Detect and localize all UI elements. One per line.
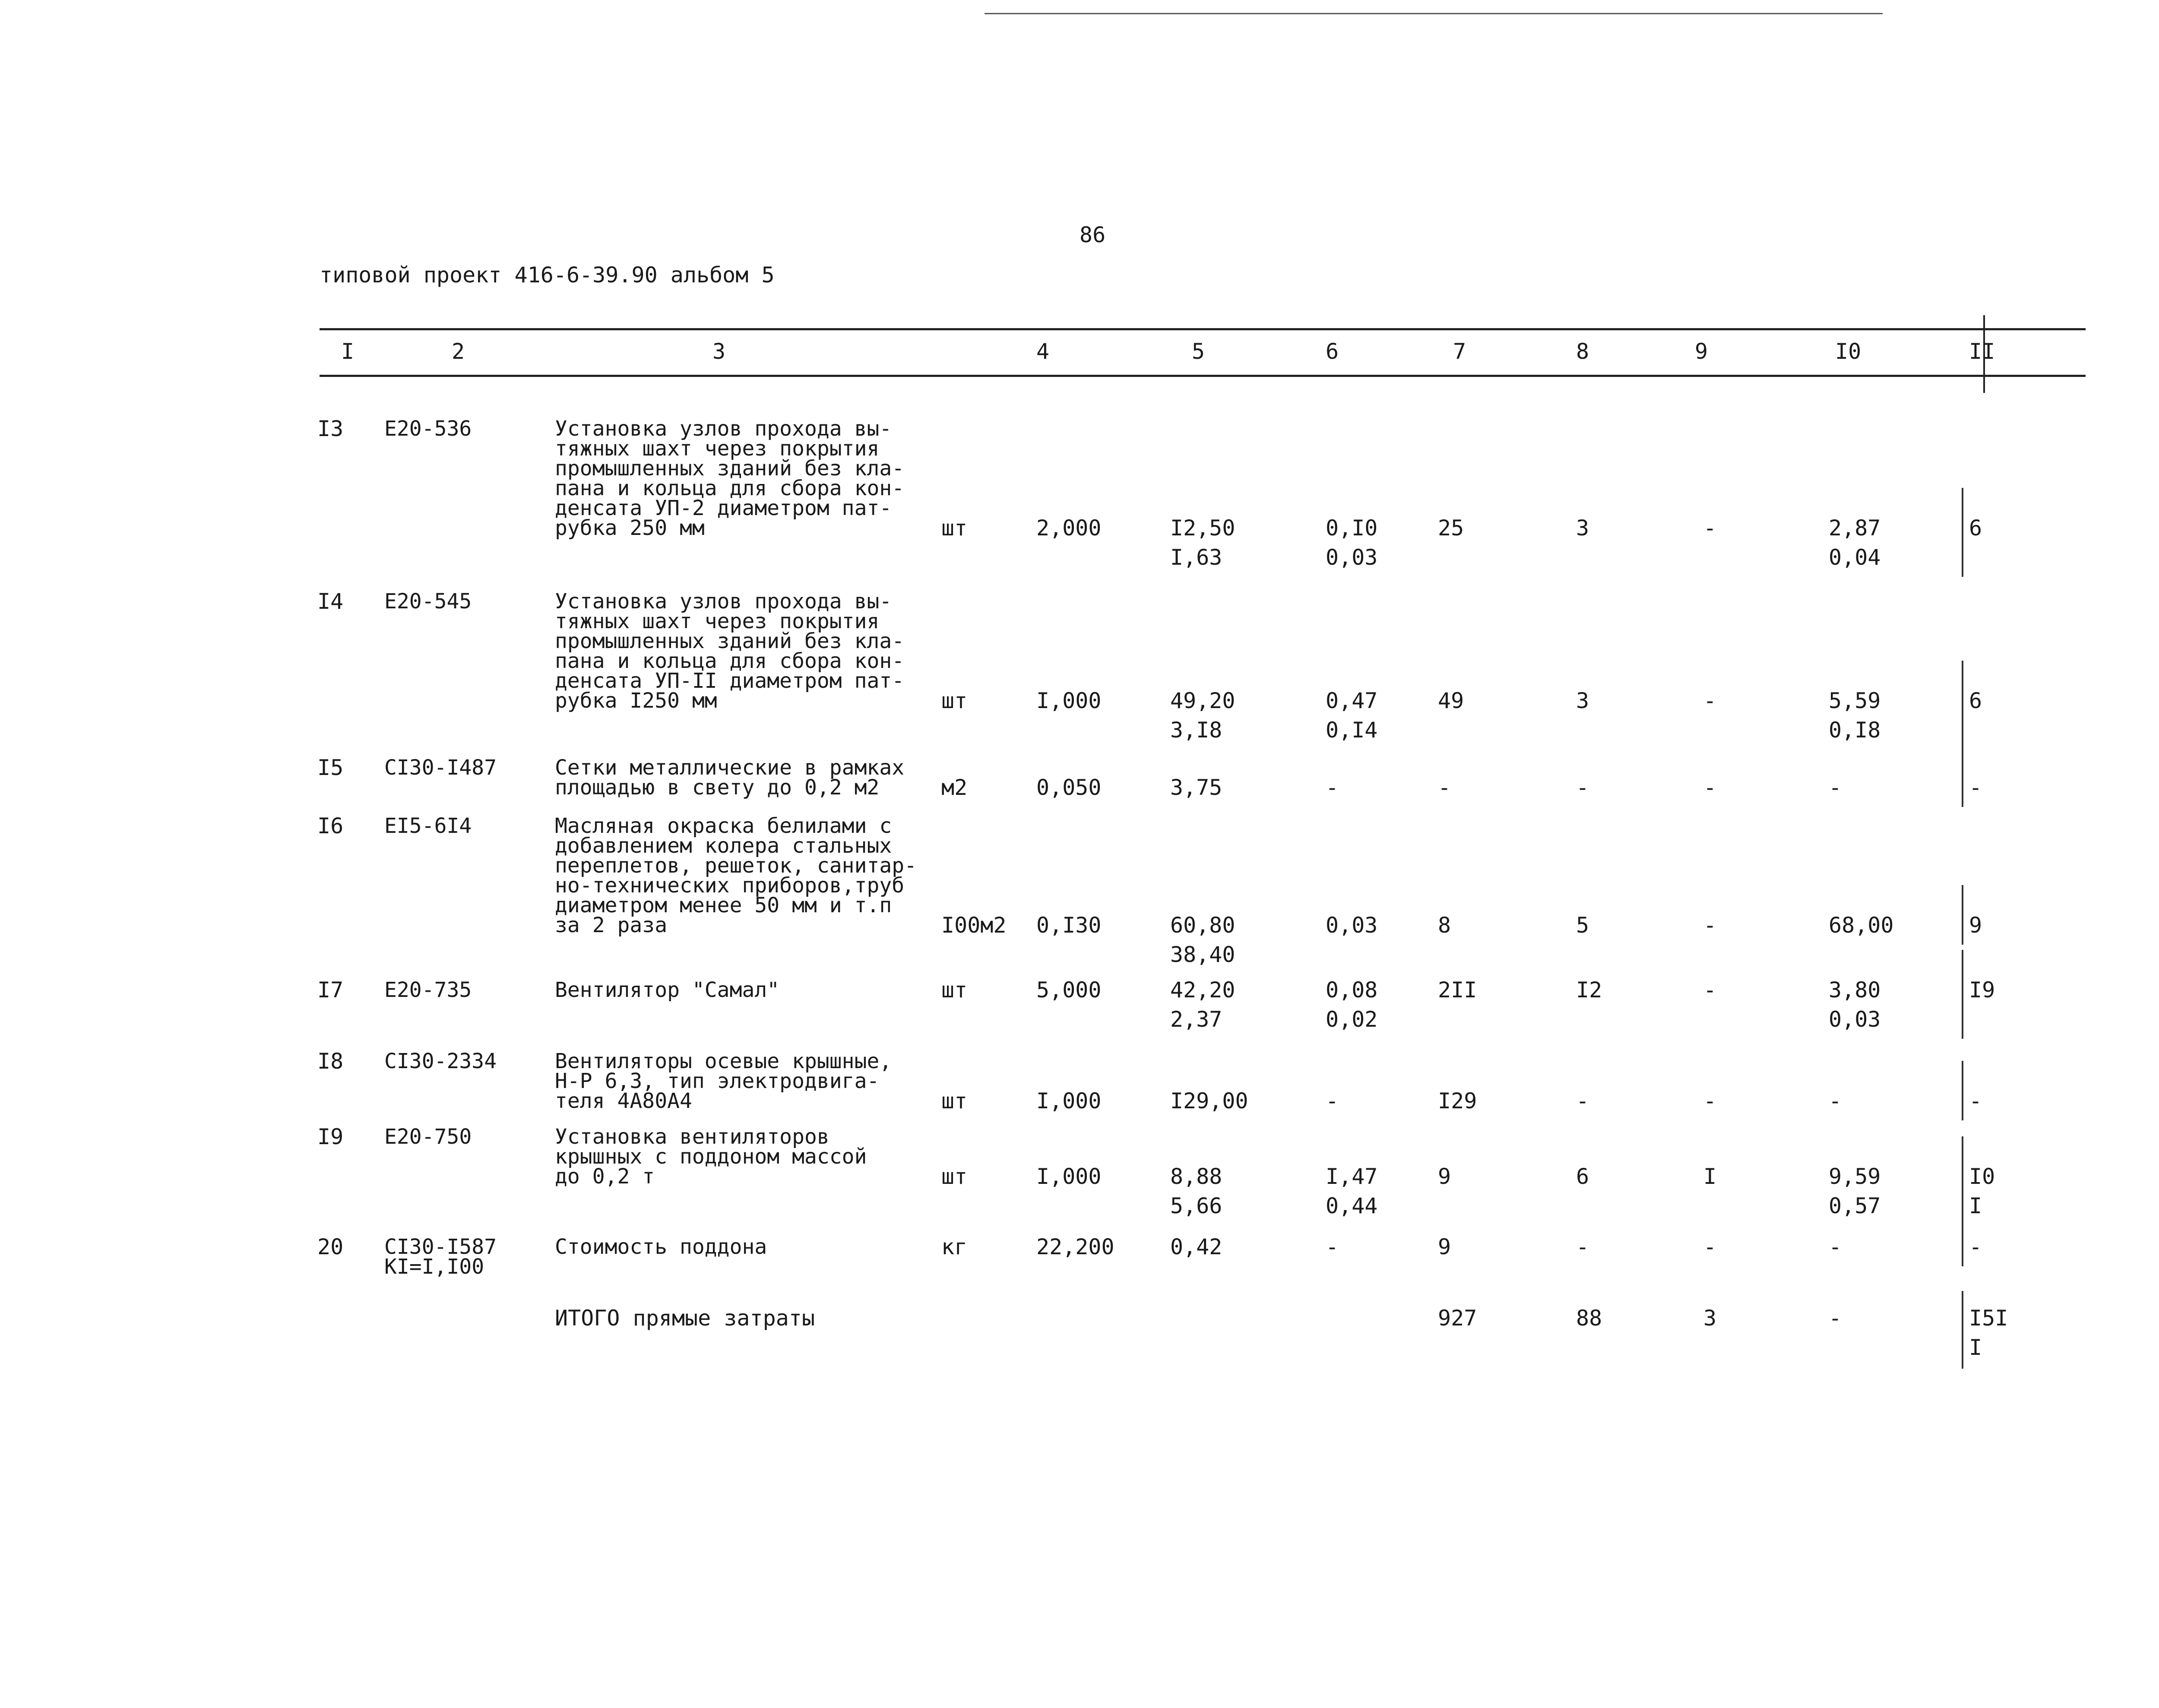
wages-value: 3 [1576, 516, 1589, 541]
total-labor-value: - [1969, 1234, 1982, 1259]
total-sum-10: - [1829, 1306, 1842, 1331]
total-label: ИТОГО прямые затраты [555, 1306, 815, 1331]
column-header-7: 7 [1453, 339, 1466, 364]
machine-value: - [1703, 1234, 1717, 1259]
rate-code: CI30-I587 КI=I,I00 [384, 1235, 497, 1279]
unit-cost-value: I29,00 [1170, 1088, 1248, 1113]
quantity: 22,200 [1036, 1234, 1114, 1259]
rate-code: E20-735 [384, 978, 472, 1002]
total-sum-11: I5I [1969, 1306, 2008, 1331]
total-labor-value: I [1969, 1193, 1982, 1218]
unit-cost-value: 60,80 [1170, 913, 1235, 938]
document-header: типовой проект 416-6-39.90 альбом 5 [320, 263, 775, 288]
labor-hours-value: 0,I8 [1829, 718, 1881, 743]
total-labor-value: 6 [1969, 516, 1982, 541]
labor-hours-value: 5,59 [1829, 688, 1881, 713]
rate-code: E20-545 [384, 589, 472, 614]
row-number: 20 [317, 1234, 344, 1259]
column-header-5: 5 [1192, 339, 1205, 364]
unit-cost-value: 3,I8 [1170, 718, 1222, 743]
work-description: Вентиляторы осевые крышные, Н-Р 6,3, тип электродвига- теля 4А80А4 [555, 1049, 892, 1113]
unit-cost-value: 0,42 [1170, 1234, 1222, 1259]
labor-hours-value: 9,59 [1829, 1164, 1881, 1189]
total-sum-7: 927 [1438, 1306, 1477, 1331]
labor-cost-value: - [1326, 1088, 1339, 1113]
row-number: I6 [317, 813, 344, 838]
labor-cost-value: - [1326, 1234, 1339, 1259]
machine-value: - [1703, 913, 1717, 938]
column-11-bracket [1962, 661, 1963, 750]
unit-of-measure: кг [941, 1234, 968, 1259]
unit-of-measure: шт [941, 1164, 968, 1189]
work-description: Стоимость поддона [555, 1235, 767, 1259]
wages-value: 3 [1576, 688, 1589, 713]
total-labor-value: 9 [1969, 913, 1982, 938]
total-sum-8: 88 [1576, 1306, 1602, 1331]
total-labor-value: - [1969, 1088, 1982, 1113]
column-header-10: I0 [1835, 339, 1861, 364]
row-number: I3 [317, 416, 344, 441]
unit-of-measure: шт [941, 1088, 968, 1113]
quantity: I,000 [1036, 1164, 1102, 1189]
total-cost-value: 49 [1438, 688, 1464, 713]
column-header-3: 3 [712, 339, 726, 364]
labor-cost-value: 0,08 [1326, 977, 1378, 1003]
total-cost-value: I29 [1438, 1088, 1477, 1113]
labor-hours-value: 2,87 [1829, 516, 1881, 541]
column-header-1: I [341, 339, 355, 364]
wages-value: - [1576, 1088, 1589, 1113]
unit-cost-value: 38,40 [1170, 942, 1235, 967]
work-description: Вентилятор "Самал" [555, 978, 780, 1002]
labor-hours-value: - [1829, 1234, 1842, 1259]
wages-value: - [1576, 775, 1589, 800]
labor-hours-value: 0,57 [1829, 1193, 1881, 1218]
unit-cost-value: I,63 [1170, 545, 1222, 570]
total-labor-value: I9 [1969, 977, 1995, 1003]
rate-code: EI5-6I4 [384, 814, 472, 838]
labor-cost-value: 0,03 [1326, 545, 1378, 570]
wages-value: I2 [1576, 977, 1602, 1003]
total-sum-9: 3 [1703, 1306, 1717, 1331]
column-11-bracket [1962, 1061, 1963, 1120]
total-labor-value: - [1969, 775, 1982, 800]
machine-value: - [1703, 516, 1717, 541]
labor-cost-value: I,47 [1326, 1164, 1378, 1189]
labor-hours-value: - [1829, 775, 1842, 800]
machine-value: - [1703, 977, 1717, 1003]
labor-cost-value: 0,I0 [1326, 516, 1378, 541]
row-number: I4 [317, 589, 344, 614]
machine-value: - [1703, 1088, 1717, 1113]
wages-value: 6 [1576, 1164, 1589, 1189]
wages-value: - [1576, 1234, 1589, 1259]
labor-hours-value: 68,00 [1829, 913, 1894, 938]
unit-cost-value: 42,20 [1170, 977, 1235, 1003]
total-cost-value: - [1438, 775, 1451, 800]
unit-of-measure: шт [941, 688, 968, 713]
quantity: 0,I30 [1036, 913, 1102, 938]
column-header-2: 2 [452, 339, 465, 364]
labor-cost-value: 0,I4 [1326, 718, 1378, 743]
total-labor-value: I0 [1969, 1164, 1995, 1189]
rate-code: CI30-2334 [384, 1049, 497, 1073]
machine-value: - [1703, 775, 1717, 800]
rate-code: CI30-I487 [384, 756, 497, 780]
column-header-6: 6 [1326, 339, 1339, 364]
labor-hours-value: 0,03 [1829, 1007, 1881, 1032]
quantity: 2,000 [1036, 516, 1102, 541]
column-11-bracket [1962, 950, 1963, 1039]
quantity: I,000 [1036, 1088, 1102, 1113]
wages-value: 5 [1576, 913, 1589, 938]
column-11-bracket [1962, 885, 1963, 945]
machine-value: I [1703, 1164, 1717, 1189]
unit-of-measure: шт [941, 516, 968, 541]
top-scan-line [985, 13, 1883, 14]
unit-cost-value: I2,50 [1170, 516, 1235, 541]
work-description: Установка узлов прохода вы- тяжных шахт через покрытия промышленных зданий без кла- пана и кольца для сбора кон- денсата УП-2 диаметром пат- рубка 250 мм [555, 417, 905, 540]
total-cost-value: 8 [1438, 913, 1451, 938]
column-header-9: 9 [1695, 339, 1708, 364]
row-number: I5 [317, 755, 344, 780]
column-11-bracket [1962, 747, 1963, 807]
unit-of-measure: I00м2 [941, 913, 1007, 938]
labor-cost-value: 0,47 [1326, 688, 1378, 713]
work-description: Сетки металлические в рамках площадью в свету до 0,2 м2 [555, 756, 905, 800]
row-number: I9 [317, 1124, 344, 1149]
labor-cost-value: 0,03 [1326, 913, 1378, 938]
column-header-4: 4 [1036, 339, 1050, 364]
table-header-bottom-rule [320, 375, 2086, 377]
labor-hours-value: 0,04 [1829, 545, 1881, 570]
row-number: I8 [317, 1049, 344, 1074]
row-number: I7 [317, 977, 344, 1003]
labor-cost-value: - [1326, 775, 1339, 800]
total-sum-11: I [1969, 1335, 1982, 1360]
total-labor-value: 6 [1969, 688, 1982, 713]
column-11-bracket [1962, 1207, 1963, 1266]
quantity: 5,000 [1036, 977, 1102, 1003]
page-number: 86 [1080, 222, 1106, 247]
work-description: Установка вентиляторов крышных с поддоном массой до 0,2 т [555, 1125, 867, 1189]
quantity: 0,050 [1036, 775, 1102, 800]
work-description: Установка узлов прохода вы- тяжных шахт через покрытия промышленных зданий без кла- пана и кольца для сбора кон- денсата УП-II диаметром пат- рубка I250 мм [555, 589, 905, 713]
quantity: I,000 [1036, 688, 1102, 713]
labor-cost-value: 0,44 [1326, 1193, 1378, 1218]
machine-value: - [1703, 688, 1717, 713]
unit-of-measure: м2 [941, 775, 968, 800]
unit-of-measure: шт [941, 977, 968, 1003]
unit-cost-value: 5,66 [1170, 1193, 1222, 1218]
table-header-top-rule [320, 328, 2086, 330]
total-cost-value: 25 [1438, 516, 1464, 541]
unit-cost-value: 8,88 [1170, 1164, 1222, 1189]
labor-hours-value: 3,80 [1829, 977, 1881, 1003]
unit-cost-value: 2,37 [1170, 1007, 1222, 1032]
total-cost-value: 9 [1438, 1164, 1451, 1189]
labor-hours-value: - [1829, 1088, 1842, 1113]
column-11-bracket [1962, 1291, 1963, 1369]
rate-code: E20-536 [384, 417, 472, 441]
unit-cost-value: 49,20 [1170, 688, 1235, 713]
column-header-11: II [1969, 339, 1995, 364]
column-11-bracket [1962, 488, 1963, 577]
total-cost-value: 2II [1438, 977, 1477, 1003]
column-header-8: 8 [1576, 339, 1589, 364]
unit-cost-value: 3,75 [1170, 775, 1222, 800]
labor-cost-value: 0,02 [1326, 1007, 1378, 1032]
total-cost-value: 9 [1438, 1234, 1451, 1259]
work-description: Масляная окраска белилами с добавлением колера стальных переплетов, решеток, санитар- но-технических приборов,труб диаметром менее 50 мм и т.п за 2 раза [555, 814, 917, 937]
rate-code: E20-750 [384, 1125, 472, 1149]
